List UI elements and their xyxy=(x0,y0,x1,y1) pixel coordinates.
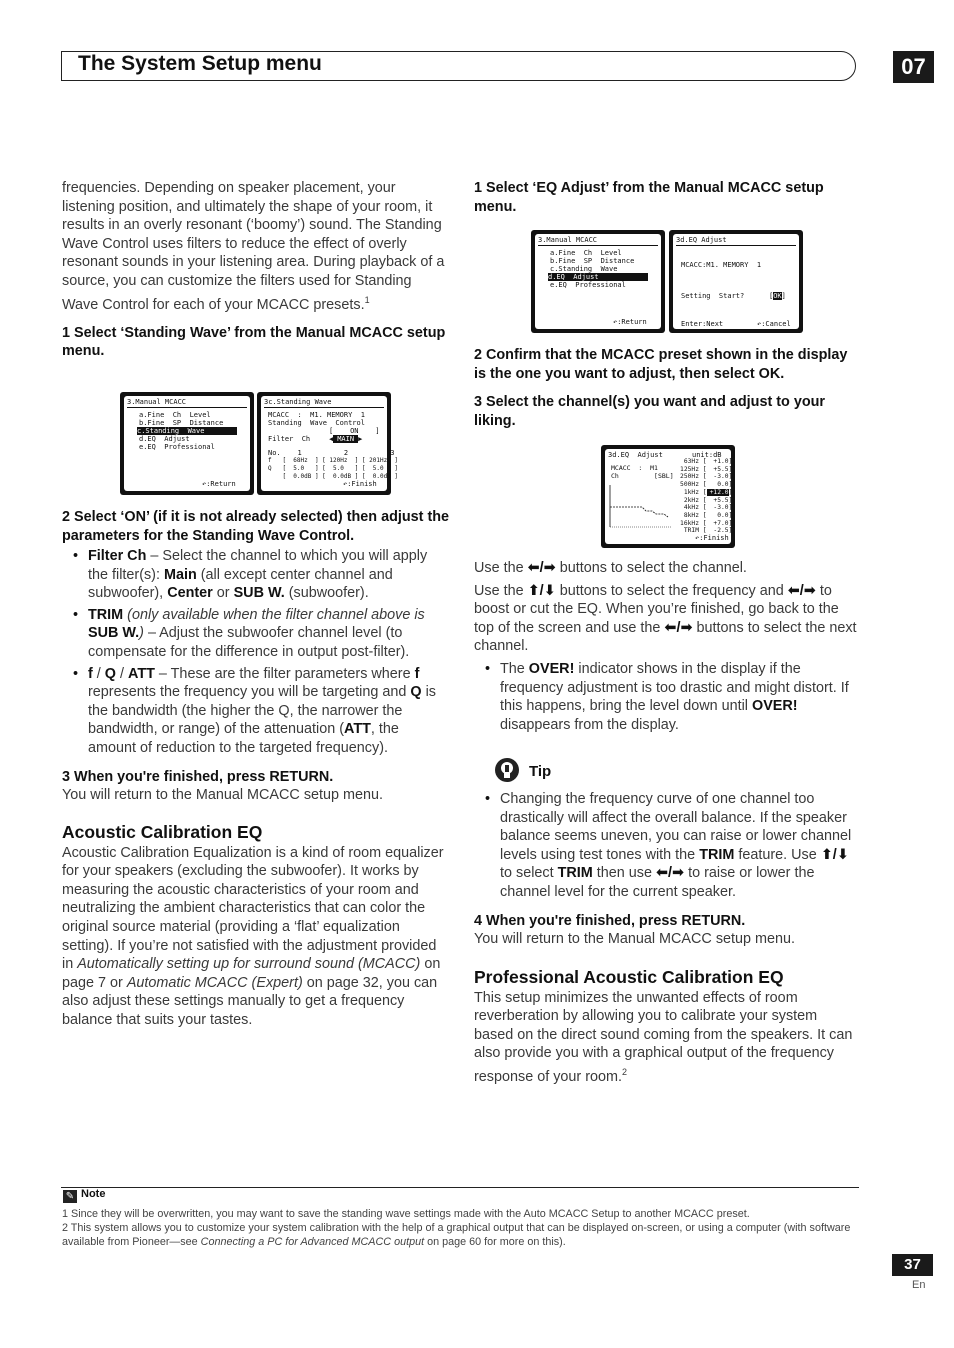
return-icon: ↶ xyxy=(202,480,207,488)
screen-panel xyxy=(124,396,250,491)
intro-paragraph: frequencies. Depending on speaker placement, your listening position, and ultimately the shape of your room, it results in an overly resonant (‘boomy’) sound. The Standing Wave Control uses filters to reduce the effect of overly resonant sounds in your listening area. During playback of a source, you can customize the filters used for Standing Wave Control for each of your MCACC presets.$^1$ xyxy=(62,180,445,313)
list-item-over: • The OVER! indicator shows in the display if the frequency adjustment is too drastic and might distort. If this happens, bring the level down until OVER! disappears from the display. xyxy=(474,660,860,734)
eq-band-row: 8kHz [ 0.0] xyxy=(675,512,732,519)
return-icon: ↶ xyxy=(343,480,348,488)
list-item-trim: • TRIM (only available when the filter channel above is SUB W.) – Adjust the subwoofer channel level (to compensate for the difference in output post-filter). xyxy=(62,606,450,662)
eq-band-frequency: 1kHz xyxy=(683,488,699,496)
use-paragraph-2: Use the ⬆/⬇ buttons to select the frequency and ⬅/➡ to boost or cut the EQ. When you’re finished, go back to the top of the screen and use the ⬅/➡ buttons to select the next channel. xyxy=(474,582,857,655)
return-icon: ↶ xyxy=(695,534,700,542)
tip-label: Tip xyxy=(529,763,552,780)
eq-band-frequency: TRIM xyxy=(683,527,699,535)
eq-band-row: TRIM [ -2.5] xyxy=(675,527,732,534)
footnote-2: 2 This system allows you to customize your system calibration with the help of a graphical output that can be displayed on-screen, or using a computer (with software available from Pioneer—see Connecting a PC for Advanced MCACC output on page 60 for more on this). xyxy=(62,1222,851,1248)
screen-panel: 3c.Standing Wave MCACC : M1. MEMORY 1 Standing Wave Control [ ON ] Filter Ch ◀ MAIN ▶ No. 1 2 3 f [ 68Hz ] [ 120Hz ] [ 201Hz ] Q [ 5.0 ] [ 5.0 ] [ 5.0 ] [ 0.0dB ] [ 0.0dB ] [ 0.0dB ] ↶:Finish xyxy=(261,396,387,491)
eq-band-value: +7.0 xyxy=(713,519,729,527)
step2-right: 2 Confirm that the MCACC preset shown in the display is the one you want to adjust, then select OK. xyxy=(474,347,848,382)
step3-left-text: You will return to the Manual MCACC setup menu. xyxy=(62,787,384,804)
eq-band-value: +1.0 xyxy=(713,458,729,465)
eq-band-frequency: 250Hz xyxy=(680,473,699,481)
parameter-list xyxy=(62,547,450,758)
list-item-filter-ch: • Filter Ch – Select the channel to which you will apply the filter(s): Main (all except center channel and subwoofer), Center or SUB W. (subwoofer). xyxy=(62,547,450,603)
screen-title: 3.Manual MCACC xyxy=(538,236,598,244)
menu-item: c.Standing Wave xyxy=(550,265,618,273)
right-steps xyxy=(474,346,858,430)
return-hint: ↶:Return xyxy=(613,318,647,326)
eq-band-row: 63Hz [ +1.0] xyxy=(675,458,732,465)
menu-item: e.EQ Professional xyxy=(139,443,215,451)
eq-band-frequency: 125Hz xyxy=(680,465,699,473)
eq-band-value: 0.0 xyxy=(713,481,729,489)
step1-right: 1 Select ‘EQ Adjust’ from the Manual MCACC setup menu. xyxy=(474,180,824,215)
menu-item-selected: c.Standing Wave xyxy=(137,427,237,435)
chapter-number: 07 xyxy=(893,51,934,83)
menu-item: d.EQ Adjust xyxy=(139,435,190,443)
note-pencil-icon: ✎ xyxy=(63,1190,77,1203)
professional-eq-paragraph: This setup minimizes the unwanted effects of room reverberation by allowing you to calibrate your system based on the direct sound coming from the speakers. It can also provide you with a graphical output of the frequency response of your room.$^2$ xyxy=(474,989,853,1085)
step2-left: 2 Select ‘ON’ (if it is not already selected) then adjust the parameters for the Standing Wave Control. xyxy=(62,509,450,544)
eq-band-row: 2kHz [ +5.5] xyxy=(675,497,732,504)
screen-panel: 3d.EQ Adjust MCACC:M1. MEMORY 1 Setting Start? [OK] Enter:Next ↶:Cancel xyxy=(673,234,799,329)
left-right-arrows-icon: ⬅/➡ xyxy=(527,560,556,576)
screen-panel xyxy=(535,234,661,329)
footnotes xyxy=(62,1207,862,1249)
step4-right-text: You will return to the Manual MCACC setup menu. xyxy=(474,931,796,948)
menu-item: a.Fine Ch Level xyxy=(139,411,211,419)
eq-band-frequency: 4kHz xyxy=(683,504,699,512)
tip-list xyxy=(474,790,860,902)
right-column xyxy=(474,179,858,216)
eq-band-value: +5.5 xyxy=(713,465,729,473)
screen-title: 3d.EQ Adjust xyxy=(608,451,663,459)
up-down-arrows-icon: ⬆/⬇ xyxy=(527,582,556,599)
page-number: 37 xyxy=(892,1254,933,1276)
screen-manual-mcacc-a xyxy=(120,392,254,495)
heading-professional-eq: Professional Acoustic Calibration EQ xyxy=(474,966,784,987)
finish-hint: ↶:Finish xyxy=(343,480,377,488)
eq-band-row: 250Hz [ -3.0] xyxy=(675,473,732,480)
ok-option: [OK] xyxy=(769,292,786,300)
eq-band-row: 125Hz [ +5.5] xyxy=(675,466,732,473)
finish-hint: ↶:Finish xyxy=(695,534,729,542)
list-item-f-q-att: • f / Q / ATT – These are the filter parameters where f represents the frequency you will be targeting and Q is the bandwidth (the higher the Q, the narrower the bandwidth, or range) of the attenuation (ATT, the amount of reduction to the targeted frequency). xyxy=(62,665,450,758)
cancel-hint: ↶:Cancel xyxy=(757,320,791,328)
eq-band-row: 16kHz [ +7.0] xyxy=(675,520,732,527)
step3-right: 3 Select the channel(s) you want and adjust to your liking. xyxy=(474,394,826,429)
eq-band-frequency: 63Hz xyxy=(683,458,699,465)
return-icon: ↶ xyxy=(757,320,762,328)
tip-section xyxy=(474,790,860,1086)
filter-ch-value: ◀ MAIN ▶ xyxy=(329,435,363,443)
screen-manual-mcacc-b xyxy=(531,230,665,333)
left-right-arrows-icon: ⬅/➡ xyxy=(664,619,693,636)
right-column-lower xyxy=(474,559,860,734)
eq-band-row: 1kHz [ +12.0] xyxy=(675,489,732,496)
up-down-arrows-icon: ⬆/⬇ xyxy=(820,846,849,863)
footnote-ref-1: 1 xyxy=(364,294,370,305)
menu-item: e.EQ Professional xyxy=(550,281,626,289)
step1-left: 1 Select ‘Standing Wave’ from the Manual MCACC setup menu. xyxy=(62,324,446,360)
eq-curve-graph xyxy=(608,483,674,529)
menu-item: b.Fine SP Distance xyxy=(139,419,224,427)
acoustic-eq-paragraph: Acoustic Calibration Equalization is a kind of room equalizer for your speakers (excluding the subwoofer). It works by measuring the acoustic characteristics of your room and neutralizing the ambient characteristics that can color the original source material (providing a ‘flat’ equalization setting). If you’re not satisfied with the adjustment provided in Automatically setting up for surround sound (MCACC) on page 7 or Automatic MCACC (Expert) on page 32, you can also adjust these settings manually to get a frequency balance that suits your tastes. xyxy=(62,844,444,1028)
screen-panel: 3d.EQ Adjust unit:dB MCACC : M1 Ch [SBL] 63Hz [ +1.0] 125Hz [ +5.5] 250Hz [ -3.0] 500Hz [ 0.0] 1kHz [ +12.0] 2kHz [ +5.5] 4kHz [ -3.0] 8kHz [ 0.0] 16kHz [ +7.0] TRIM [ -2.5] ↶:Finish xyxy=(605,449,731,544)
left-column xyxy=(62,179,448,361)
lightbulb-icon xyxy=(494,757,520,783)
eq-band-row: 4kHz [ -3.0] xyxy=(675,504,732,511)
language-label: En xyxy=(912,1279,926,1291)
eq-band-row: 500Hz [ 0.0] xyxy=(675,481,732,488)
eq-band-frequency: 8kHz xyxy=(683,511,699,519)
eq-band-value: -3.0 xyxy=(713,473,729,481)
screen-eq-adjust-start xyxy=(669,230,803,333)
eq-band-value: +5.5 xyxy=(713,496,729,504)
page-title: The System Setup menu xyxy=(78,52,322,75)
over-list xyxy=(474,660,860,734)
note-divider xyxy=(61,1187,859,1188)
unit-label: unit:dB xyxy=(692,451,722,459)
menu-item: b.Fine SP Distance xyxy=(550,257,635,265)
step4-right: 4 When you're finished, press RETURN. xyxy=(474,912,746,929)
eq-band-frequency: 2kHz xyxy=(683,496,699,504)
step3-left: 3 When you're finished, press RETURN. xyxy=(62,768,334,785)
screen-eq-adjust-graph xyxy=(601,445,735,548)
heading-acoustic-eq: Acoustic Calibration EQ xyxy=(62,821,263,842)
eq-band-value: +12.0 xyxy=(707,489,729,496)
eq-band-frequency: 16kHz xyxy=(680,519,699,527)
list-item-tip: • Changing the frequency curve of one channel too drastically will affect the overall balance. If the speaker balance seems uneven, you can raise or lower channel levels using test tones with the TRIM feature. Use ⬆/⬇ to select TRIM then use ⬅/➡ to raise or lower the channel level for the current speaker. xyxy=(474,790,860,902)
return-icon: ↶ xyxy=(613,318,618,326)
footnote-1: 1 Since they will be overwritten, you may want to save the standing wave settings made with the Auto MCACC Setup to another MCACC preset. xyxy=(62,1208,750,1220)
footnote-ref-2: 2 xyxy=(621,1067,627,1078)
menu-item-selected: d.EQ Adjust xyxy=(548,273,648,281)
return-hint: ↶:Return xyxy=(202,480,236,488)
note-label: Note xyxy=(81,1188,106,1200)
eq-band-value: -3.0 xyxy=(713,504,729,512)
eq-band-value: -2.5 xyxy=(713,527,729,535)
left-column-lower xyxy=(62,508,450,1030)
menu-item: a.Fine Ch Level xyxy=(550,249,622,257)
eq-band-value: 0.0 xyxy=(713,511,729,519)
screen-title: 3d.EQ Adjust xyxy=(676,236,727,244)
screen-title: 3.Manual MCACC xyxy=(127,398,187,406)
left-right-arrows-icon: ⬅/➡ xyxy=(655,865,685,882)
use-paragraph-1: Use the ⬅/➡ buttons to select the channel. xyxy=(474,560,747,576)
screen-standing-wave xyxy=(257,392,399,495)
enter-hint: Enter:Next xyxy=(681,320,724,328)
eq-band-frequency: 500Hz xyxy=(680,481,699,489)
left-right-arrows-icon: ⬅/➡ xyxy=(787,582,816,599)
screen-title: 3c.Standing Wave xyxy=(264,398,332,406)
